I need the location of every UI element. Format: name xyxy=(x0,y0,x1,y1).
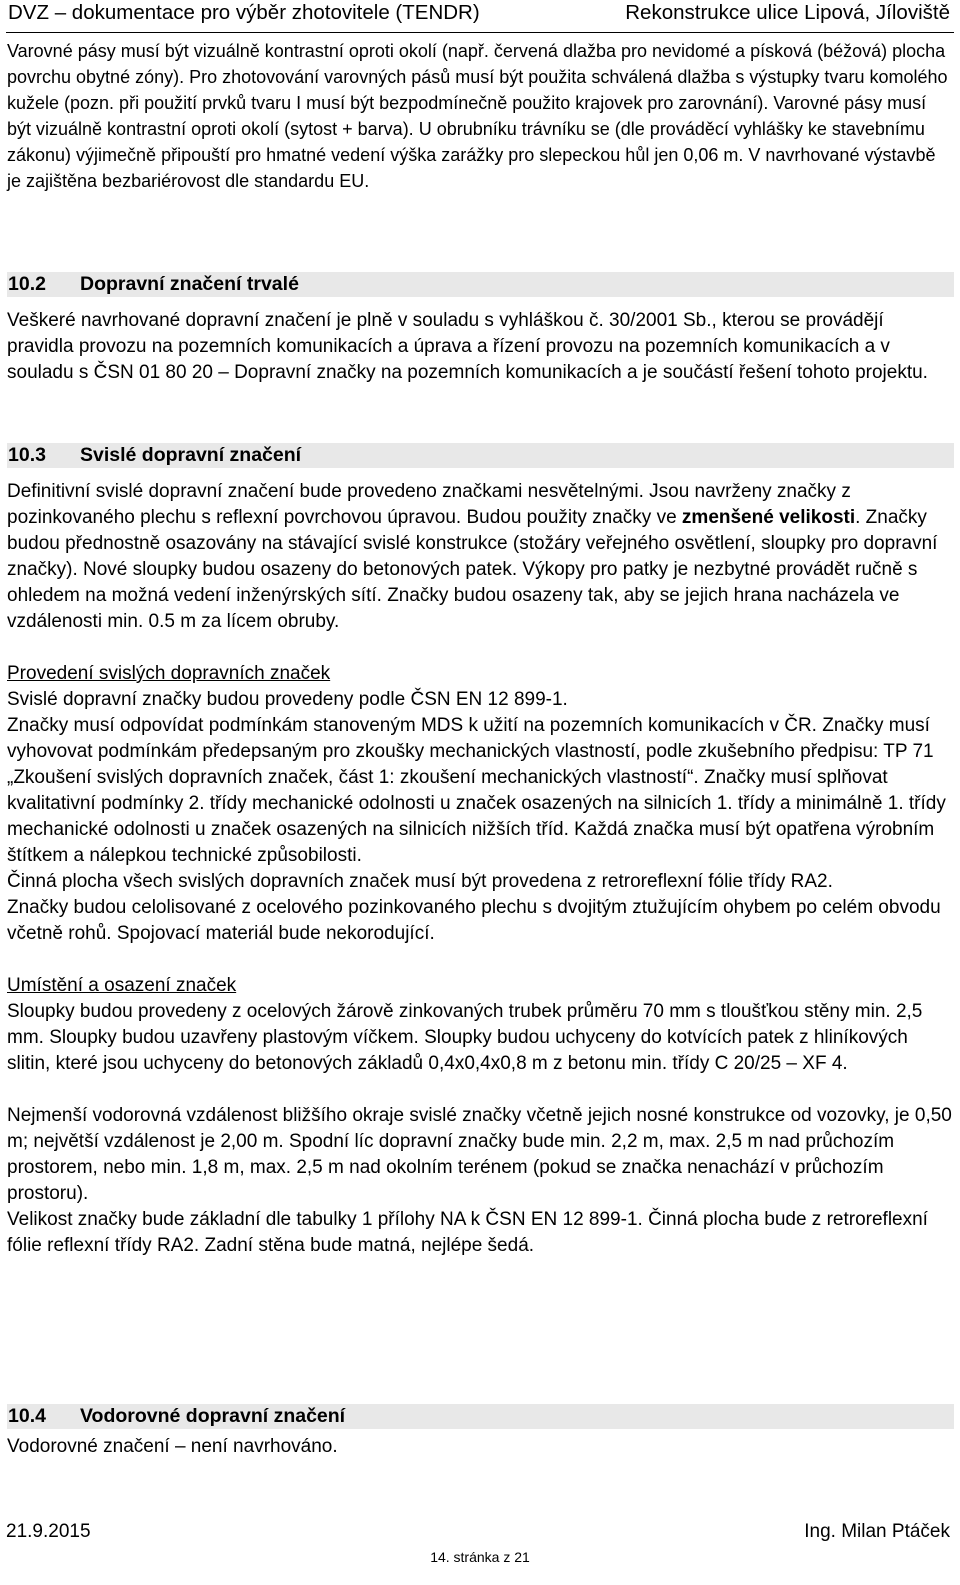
paragraph: Sloupky budou provedeny z ocelových žárově zinkovaných trubek průměru 70 mm s tloušťkou stěny min. 2,5 mm. Sloupky budou uzavřeny plastovým víčkem. Sloupky budou uchyceny do kotvících patek z hliníkových slitin, které jsou uchyceny do betonových základů 0,4x0,4x0,8 m z betonu min. třídy C 20/25 – XF 4. xyxy=(7,1001,923,1074)
section-heading-10-3 xyxy=(7,443,954,468)
subheading-umisteni: Umístění a osazení značek xyxy=(7,975,237,996)
page-number: 14. stránka z 21 xyxy=(430,1549,530,1565)
text-run: Definitivní svislé dopravní značení bude provedeno značkami nesvětelnými. Jsou navrženy značky z pozinkovaného plechu s reflexní povrchovou úpravou. Budou použity značky ve xyxy=(7,481,851,528)
footer-date: 21.9.2015 xyxy=(6,1521,91,1542)
section-title: Vodorovné dopravní značení xyxy=(80,1405,346,1427)
section-number: 10.3 xyxy=(8,444,46,466)
section-heading-10-2 xyxy=(7,272,954,297)
section-title: Svislé dopravní značení xyxy=(80,444,302,466)
subheading-provedeni: Provedení svislých dopravních značek xyxy=(7,663,331,684)
paragraph: Činná plocha všech svislých dopravních značek musí být provedena z retroreflexní fólie třídy RA2. xyxy=(7,871,833,892)
section-title: Dopravní značení trvalé xyxy=(80,273,299,295)
section-10-3-body xyxy=(7,479,952,1259)
paragraph: Veškeré navrhované dopravní značení je plně v souladu s vyhláškou č. 30/2001 Sb., kterou se provádějí pravidla provozu na pozemních komunikacích a úprava a řízení provozu na pozemních komunikacích a v souladu s ČSN 01 80 20 – Dopravní značky na pozemních komunikacích a je součástí řešení tohoto projektu. xyxy=(7,310,928,383)
intro-paragraph: Varovné pásy musí být vizuálně kontrastní oproti okolí (např. červená dlažba pro nevidomé a písková (béžová) plocha povrchu obytné zóny). Pro zhotovování varovných pásů musí být použita schválená dlažba s výstupky tvaru komolého kužele (pozn. při použití prvků tvaru I musí být bezpodmínečně použito krajovek pro zarovnání). Varovné pásy musí být vizuálně kontrastní oproti okolí (sytost + barva). U obrubníku trávníku se (dle prováděcí vyhlášky ke stavebnímu zákonu) výjimečně připouští pro hmatné vedení výška zarážky pro slepeckou hůl jen 0,06 m. V navrhované výstavbě je zajištěna bezbariérovost dle standardu EU. xyxy=(7,41,948,191)
paragraph: Velikost značky bude základní dle tabulky 1 přílohy NA k ČSN EN 12 899-1. Činná plocha bude z retroreflexní fólie reflexní třídy RA2. Zadní stěna bude matná, nejlépe šedá. xyxy=(7,1209,928,1256)
section-heading-10-4 xyxy=(7,1404,954,1429)
paragraph: Vodorovné značení – není navrhováno. xyxy=(7,1436,338,1457)
paragraph: Značky musí odpovídat podmínkám stanoveným MDS k užití na pozemních komunikacích v ČR. Značky musí vyhovovat podmínkám předepsaným pro zkoušky mechanických vlastností, podle zkušebního předpisu: TP 71 „Zkoušení svislých dopravních značek, část 1: zkoušení mechanických vlastností“. Značky musí splňovat kvalitativní podmínky 2. třídy mechanické odolnosti u značek osazených na silnicích 1. třídy a minimálně 1. třídy mechanické odolnosti u značek osazených na silnicích nižších tříd. Každá značka musí být opatřena výrobním štítkem a nálepkou technické způsobilosti. xyxy=(7,715,946,866)
header-document-title: DVZ – dokumentace pro výběr zhotovitele (TENDR) xyxy=(8,1,480,24)
paragraph: Svislé dopravní značky budou provedeny podle ČSN EN 12 899-1. xyxy=(7,689,568,710)
footer-author: Ing. Milan Ptáček xyxy=(804,1521,950,1542)
section-number: 10.4 xyxy=(8,1405,46,1427)
section-10-4-body xyxy=(7,1434,952,1460)
section-number: 10.2 xyxy=(8,273,46,295)
paragraph: Nejmenší vodorovná vzdálenost bližšího okraje svislé značky včetně jejich nosné konstrukce od vozovky, je 0,50 m; největší vzdálenost je 2,00 m. Spodní líc dopravní značky bude min. 2,2 m, max. 2,5 m nad průchozím prostorem, nebo min. 1,8 m, max. 2,5 m nad okolním terénem (pokud se značka nenachází v průchozím prostoru). xyxy=(7,1105,952,1204)
paragraph: Značky budou celolisované z ocelového pozinkovaného plechu s dvojitým ztužujícím ohybem po celém obvodu včetně rohů. Spojovací materiál bude nekorodující. xyxy=(7,897,941,944)
paragraph xyxy=(7,479,952,635)
section-10-2-body xyxy=(7,308,952,386)
header-project-name: Rekonstrukce ulice Lipová, Jíloviště xyxy=(625,1,950,24)
page-header xyxy=(6,0,954,33)
text-run: . Značky budou přednostně osazovány na stávající svislé konstrukce (stožáry veřejného osvětlení, sloupky pro dopravní značky). Nové sloupky budou osazeny do betonových patek. Výkopy pro patky je nezbytné provádět ručně s ohledem na možná vedení inženýrských sítí. Značky budou osazeny tak, aby se jejich hrana nacházela ve vzdálenosti min. 0.5 m za lícem obruby. xyxy=(7,507,938,632)
bold-emphasis: zmenšené velikosti xyxy=(681,507,856,528)
